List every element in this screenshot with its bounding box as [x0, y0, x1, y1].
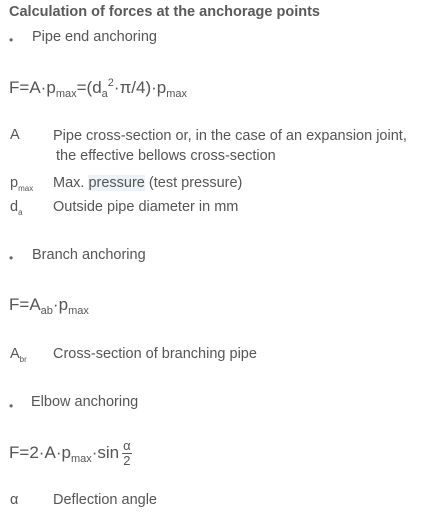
- symbol-abr: [10, 346, 27, 364]
- symbol-text: A: [10, 127, 20, 143]
- fraction-numerator: α: [123, 438, 131, 453]
- formula-term: ·: [40, 78, 47, 97]
- symbol-pmax: [10, 175, 33, 193]
- formula-term: A: [29, 78, 41, 97]
- formula-term: =: [19, 78, 30, 97]
- symbol-text: d: [10, 199, 19, 215]
- formula-term: ·: [52, 295, 59, 314]
- fraction-denominator: 2: [123, 453, 131, 468]
- highlighted-word: pressure: [88, 175, 145, 191]
- page-title: Calculation of forces at the anchorage points: [9, 4, 320, 20]
- definition-line: the effective bellows cross-section: [56, 148, 276, 164]
- symbol-sub: max: [18, 184, 34, 193]
- heading-branch: Branch anchoring: [32, 247, 146, 263]
- formula-term: F: [9, 442, 20, 462]
- formula-term: ·: [55, 442, 62, 462]
- formula-term: (d: [86, 78, 102, 97]
- heading-elbow: Elbow anchoring: [31, 394, 139, 410]
- symbol-alpha: [10, 492, 18, 508]
- symbol-da: [10, 199, 23, 217]
- definition-pmax: [53, 173, 242, 193]
- bullet-icon: •: [9, 251, 14, 265]
- formula-sub: max: [70, 452, 92, 465]
- bullet-icon: •: [9, 33, 14, 47]
- definition-abr: Cross-section of branching pipe: [53, 346, 257, 362]
- definition-a: [53, 126, 407, 166]
- formula-term: 2: [29, 442, 39, 462]
- formula-term: ·π/4)·: [113, 78, 157, 97]
- formula-term: F: [9, 78, 20, 97]
- formula-term: A: [44, 442, 56, 462]
- formula-term: p: [46, 78, 56, 97]
- symbol-text: α: [10, 492, 19, 508]
- formula-term: p: [61, 442, 71, 462]
- formula-term: =: [19, 295, 30, 314]
- formula-term: A: [29, 295, 41, 314]
- bullet-icon: •: [9, 399, 14, 413]
- symbol-sub: br: [19, 355, 27, 364]
- heading-pipe-end: Pipe end anchoring: [32, 29, 157, 45]
- formula-term: =: [19, 442, 30, 462]
- formula-pipe-end: [9, 77, 187, 100]
- formula-sup: 2: [107, 77, 114, 89]
- formula-term: =: [76, 78, 87, 97]
- formula-term: F: [9, 295, 20, 314]
- formula-term: ·sin: [91, 442, 120, 462]
- definition-line: Pipe cross-section or, in the case of an expansion joint,: [53, 128, 407, 144]
- formula-sub: max: [166, 88, 188, 100]
- symbol-sub: a: [18, 208, 23, 217]
- symbol-text: A: [10, 346, 20, 362]
- definition-da: Outside pipe diameter in mm: [53, 199, 239, 215]
- definition-alpha: Deflection angle: [53, 492, 157, 508]
- formula-sub: a: [101, 88, 108, 100]
- formula-term: p: [156, 78, 167, 97]
- formula-sub: max: [68, 305, 89, 317]
- formula-term: ·: [38, 442, 45, 462]
- fraction-alpha-over-two: [122, 440, 132, 467]
- formula-sub: ab: [40, 305, 53, 317]
- formula-elbow: [9, 440, 132, 467]
- symbol-text: p: [10, 175, 19, 191]
- definition-text: Max.: [53, 175, 89, 191]
- formula-sub: max: [55, 88, 77, 100]
- symbol-a: [10, 127, 20, 143]
- formula-branch: [9, 295, 89, 317]
- definition-text: (test pressure): [144, 175, 243, 191]
- formula-term: p: [58, 295, 69, 314]
